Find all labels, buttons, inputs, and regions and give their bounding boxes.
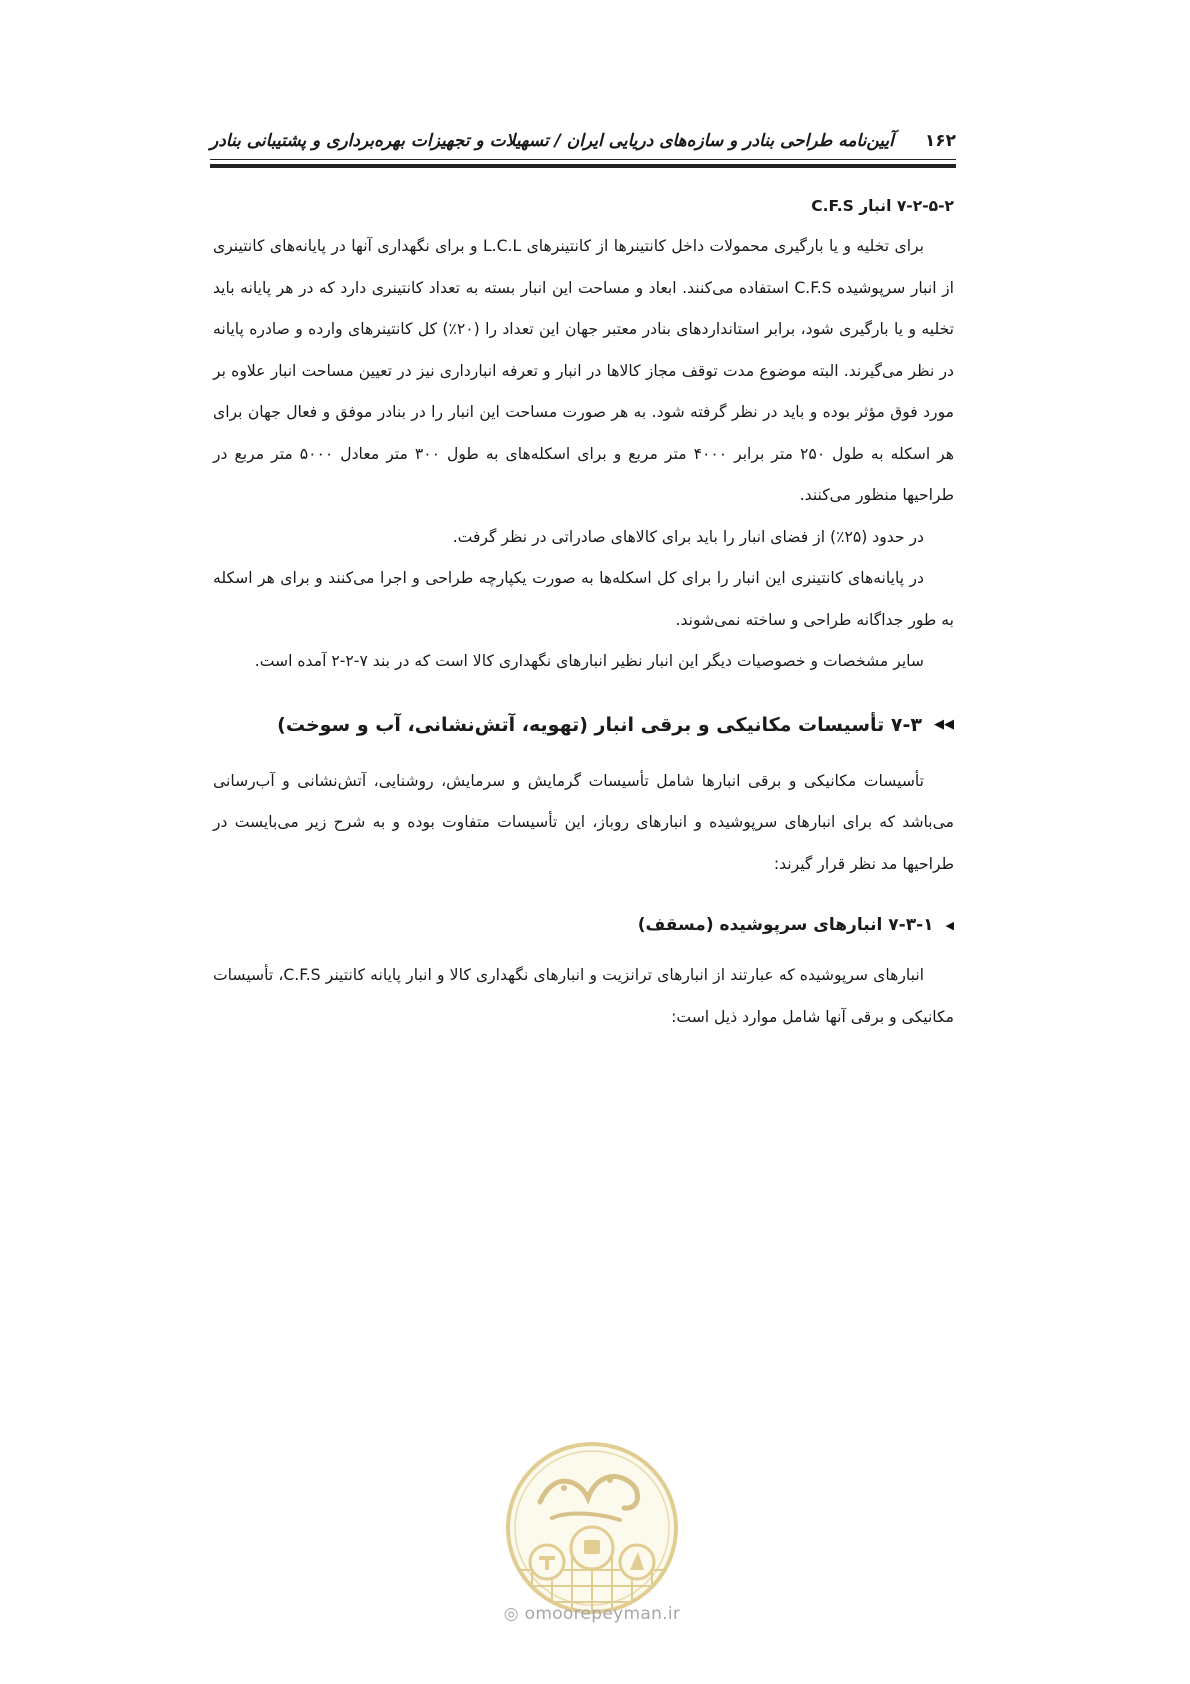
section-heading-mep (213, 703, 954, 747)
copyright-icon: ◎ (503, 1604, 519, 1624)
paragraph: تأسیسات مکانیکی و برقی انبارها شامل تأسیسات گرمایش و سرمایش، روشنایی، آتش‌نشانی و آب‌رسانی می‌باشد که برای انبارهای سرپوشیده و انبارهای روباز، این تأسیسات متفاوت بوده و به شرح زیر می‌بایست در طراحیها مد نظر قرار گیرند: (213, 771, 954, 873)
running-header (210, 128, 956, 154)
subsection-heading-covered (213, 905, 954, 945)
header-title: آیین‌نامه طراحی بنادر و سازه‌های دریایی ایران / تسهیلات و تجهیزات بهره‌برداری و پشتیبانی بنادر (210, 131, 894, 151)
page-body (213, 186, 954, 1038)
section-title-cfs: ۷-۲-۵-۲ انبار C.F.S (811, 197, 954, 215)
paragraph: برای تخلیه و یا بارگیری محمولات داخل کانتینرها از کانتینرهای L.C.L و برای نگهداری آنها در پایانه‌های کانتینری از انبار سرپوشیده C.F.S استفاده می‌کنند. ابعاد و مساحت این انبار بسته به تعداد کانتینری دارد که در هر پایانه باید تخلیه و یا بارگیری شود، برابر استانداردهای بنادر معتبر جهان این تعداد را (۲۰٪) کل کانتینرهای وارده و صادره پایانه در نظر می‌گیرند. البته موضوع مدت توقف مجاز کالاها در انبار و تعرفه انبارداری نیز در تعیین مساحت انبار علاوه بر مورد فوق مؤثر بوده و باید در نظر گرفته شود. به هر صورت مساحت این انبار را در بنادر موفق و فعال جهان برای هر اسکله به طول ۲۵۰ متر برابر ۴۰۰۰ متر مربع و برای اسکله‌های به طول ۳۰۰ متر معادل ۵۰۰۰ متر مربع در طراحیها منظور می‌کنند. (213, 237, 955, 504)
header-rule-thick (210, 164, 956, 168)
header-rule-thin (210, 159, 956, 160)
page-number: ۱۶۲ (924, 131, 956, 151)
paragraph: سایر مشخصات و خصوصیات دیگر این انبار نظیر انبارهای نگهداری کالا است که در بند ۷-۲-۲ آمده است. (254, 652, 924, 670)
paragraph: در پایانه‌های کانتینری این انبار را برای کل اسکله‌ها به صورت یکپارچه طراحی و اجرا می‌کنند و برای هر اسکله به طور جداگانه طراحی و ساخته نمی‌شوند. (213, 569, 954, 629)
arrow-icon: ◀ (945, 918, 954, 932)
watermark-url (464, 1604, 720, 1624)
watermark-logo (492, 1440, 692, 1630)
section-heading-text: ۷-۳ تأسیسات مکانیکی و برقی انبار (تهویه، آتش‌نشانی، آب و سوخت) (277, 713, 922, 736)
paragraph: در حدود (۲۵٪) از فضای انبار را باید برای کالاهای صادراتی در نظر گرفت. (452, 527, 924, 546)
watermark-url-text: omoorepeyman.ir (524, 1604, 681, 1624)
paragraph: انبارهای سرپوشیده که عبارتند از انبارهای ترانزیت و انبارهای نگهداری کالا و انبار پایانه کانتینر C.F.S، تأسیسات مکانیکی و برقی آنها شامل موارد ذیل است: (213, 966, 954, 1026)
subsection-heading-text: ۷-۳-۱ انبارهای سرپوشیده (مسقف) (637, 915, 934, 935)
double-arrow-icon: ◀◀ (934, 717, 954, 732)
